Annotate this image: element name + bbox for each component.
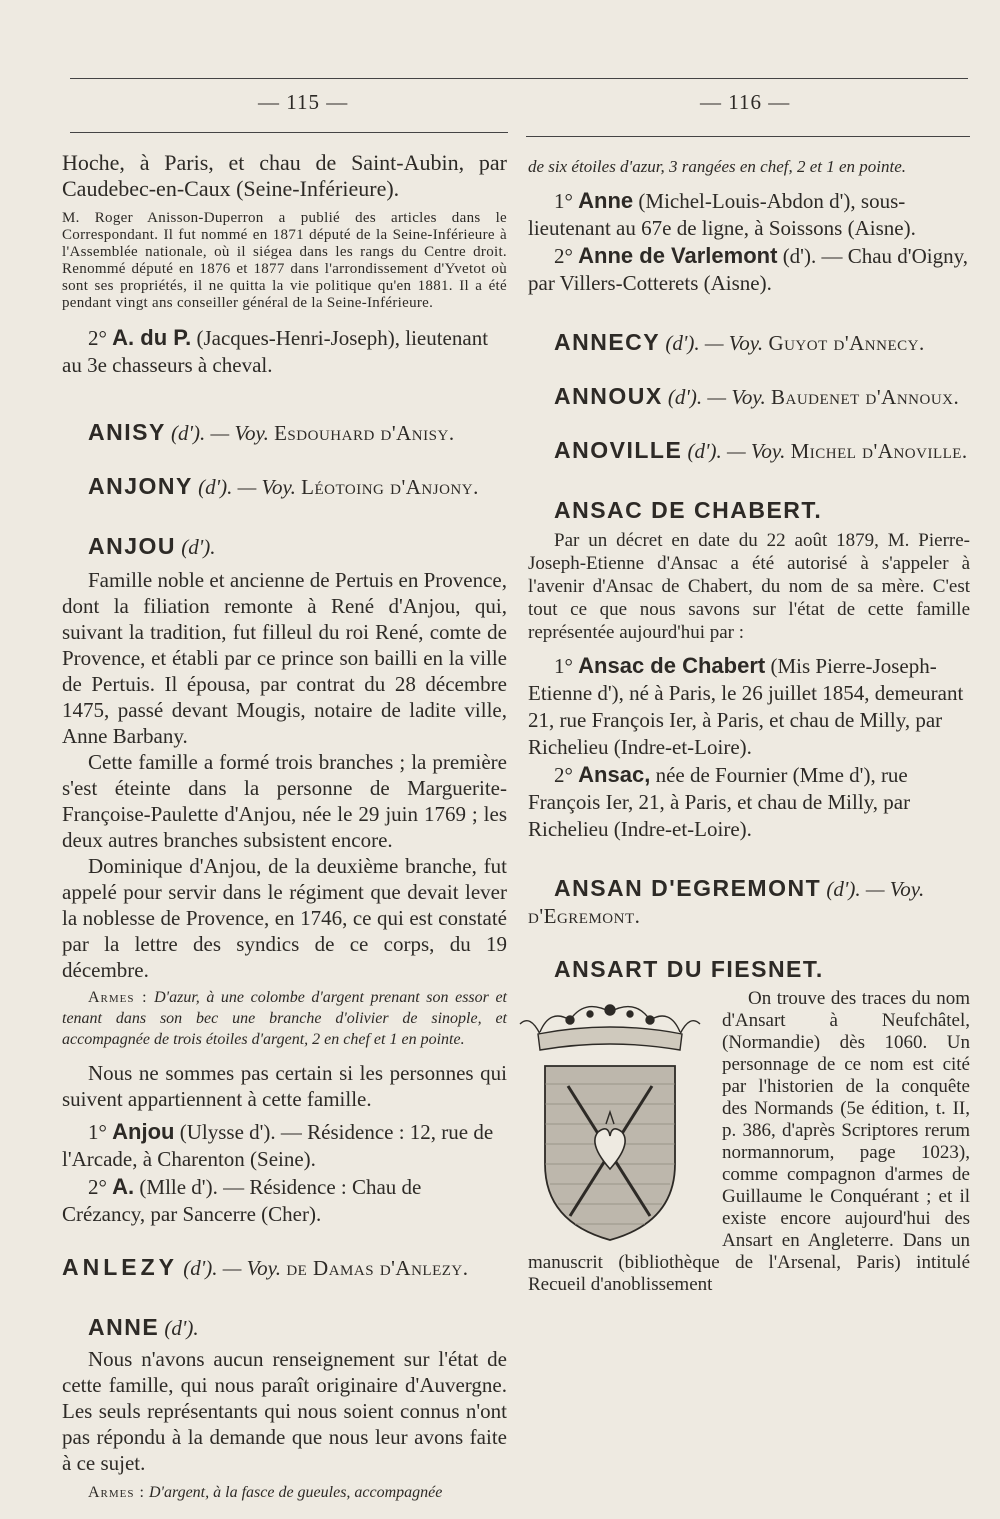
- ansan-ref: d'Egremont.: [528, 904, 641, 928]
- member-details: (Michel-Louis-Abdon d'), sous-lieutenant au 67e de ligne, à Soissons (Aisne).: [528, 189, 916, 240]
- member-name: A.: [112, 1174, 135, 1199]
- anne-member-2: [528, 242, 970, 297]
- annecy-ref: Guyot d'Annecy.: [768, 331, 925, 355]
- annoux-entry: [528, 383, 970, 411]
- member-name: Ansac de Chabert: [578, 653, 766, 678]
- left-header-rule: [70, 132, 508, 133]
- anjou-suffix: (d').: [181, 535, 216, 559]
- ansac-entry: [528, 497, 970, 525]
- anne-member-1: [528, 187, 970, 242]
- anne-arms-continued: de six étoiles d'azur, 3 rangées en chef, 2 et 1 en pointe.: [528, 157, 907, 176]
- ansart-heading: ANSART DU FIESNET.: [554, 956, 824, 982]
- annecy-entry: [528, 329, 970, 357]
- anisson-note: M. Roger Anisson-Duperron a publié des articles dans le Correspondant. Il fut nommé en 1871 député de la Seine-Inférieure à l'Assemblée nationale, où il siégea dans les rangs du Centre droit. Renommé député en 1876 et 1877 dans l'arrondissement d'Yvetot où sont ses propriétés, il ne quitta la vie politique qu'en 1881. Il a été pendant vingt ans conseiller général de la Seine-Inférieure.: [62, 210, 507, 311]
- anisy-ref: Esdouhard d'Anisy.: [274, 421, 455, 445]
- entry-name: A. du P.: [112, 325, 192, 350]
- anne-heading: ANNE: [88, 1314, 160, 1340]
- ansac-heading: ANSAC DE CHABERT.: [554, 497, 823, 523]
- member-details: (d'). — Chau d'Oigny, par Villers-Cotterets (Aisne).: [528, 244, 968, 295]
- entry-number: 2°: [88, 326, 107, 350]
- ansan-entry: [528, 875, 970, 930]
- shield-icon: [545, 1066, 675, 1240]
- member-name: Anne de Varlemont: [578, 243, 778, 268]
- ansart-para-1: On trouve des traces du nom d'Ansart à Neufchâtel, (Normandie) dès 1060. Un personnage de ce nom est cité par l'historien de la conquête des Normands (5e édition, t. II, p. 386, d'après Scriptores rerum normannorum, page 1023), comme compagnon d'armes de Guillaume le Conquérant ; et il existe encore aujourd'hui des Ansart en Angleterre. Dans un manuscrit (bibliothèque de l'Arsenal, Paris) intitulé Recueil d'anoblissement: [528, 988, 970, 1295]
- ansart-entry: [528, 956, 970, 984]
- anjou-member-2: [62, 1173, 507, 1228]
- left-page-number: — 115 —: [258, 90, 349, 114]
- right-header-rule: [526, 136, 970, 137]
- right-page-number: — 116 —: [700, 90, 791, 114]
- anjony-voy: (d'). — Voy.: [198, 475, 296, 499]
- anjou-entry: [62, 533, 507, 561]
- anjony-ref: Léotoing d'Anjony.: [301, 475, 479, 499]
- anoville-ref: Michel d'Anoville.: [790, 439, 968, 463]
- anjou-para-2: Cette famille a formé trois branches ; la première s'est éteinte dans la personne de Marguerite-Françoise-Paulette d'Anjou, née le 29 juin 1769 ; les deux autres branches subsistent encore.: [62, 750, 507, 852]
- anjony-heading: ANJONY: [88, 473, 193, 499]
- anoville-voy: (d'). — Voy.: [687, 439, 786, 463]
- hoche-paragraph: Hoche, à Paris, et chau de Saint-Aubin, par Caudebec-en-Caux (Seine-Inférieure).: [62, 150, 507, 201]
- ansart-section: [528, 988, 970, 1296]
- annoux-heading: ANNOUX: [554, 383, 663, 409]
- anisy-voy: (d'). — Voy.: [171, 421, 269, 445]
- member-number: 2°: [554, 244, 573, 268]
- anjou-member-1: [62, 1118, 507, 1173]
- anne-arms: [62, 1482, 507, 1503]
- anjou-arms: [62, 987, 507, 1050]
- member-name: Anne: [578, 188, 634, 213]
- annecy-heading: ANNECY: [554, 329, 661, 355]
- member-name: Ansac,: [578, 762, 651, 787]
- arms-label: Armes :: [88, 989, 148, 1006]
- anlezy-voy: (d'). — Voy.: [183, 1256, 282, 1280]
- member-name: Anjou: [112, 1119, 175, 1144]
- anjou-para-1: Famille noble et ancienne de Pertuis en Provence, dont la filiation remonte à René d'Anjou, qui, suivant la tradition, fut filleul du roi René, comte de Provence, et établi par ce prince son bailli en la ville de Pertuis. Il épousa, par contrat du 28 décembre 1475, passé devant Mougis, notaire de ladite ville, Anne Barbany.: [62, 568, 507, 748]
- anisy-heading: ANISY: [88, 419, 166, 445]
- member-number: 2°: [88, 1175, 107, 1199]
- anjony-entry: [62, 473, 507, 501]
- annoux-voy: (d'). — Voy.: [667, 385, 766, 409]
- anisy-entry: [62, 419, 507, 447]
- crown-icon: [520, 1005, 700, 1050]
- annoux-ref: Baudenet d'Annoux.: [770, 385, 960, 409]
- anne-entry: [62, 1314, 507, 1342]
- entry-a-du-p: [62, 324, 507, 379]
- arms-text: D'azur, à une colombe d'argent prenant son essor et tenant dans son bec une branche d'olivier de sinople, et accompagnée de trois étoiles d'argent, 2 en chef et 1 en pointe.: [62, 989, 507, 1048]
- anjou-para-4: Nous ne sommes pas certain si les personnes qui suivent appartiennent à cette famille.: [62, 1061, 507, 1111]
- ansac-member-1: [528, 652, 970, 761]
- annecy-voy: (d'). — Voy.: [665, 331, 764, 355]
- ansac-member-2: [528, 761, 970, 843]
- member-details: (Mis Pierre-Joseph-Etienne d'), né à Paris, le 26 juillet 1854, demeurant 21, rue François Ier, à Paris, et chau de Milly, par Richelieu (Indre-et-Loire).: [528, 654, 964, 759]
- anlezy-ref: de Damas d'Anlezy.: [286, 1256, 469, 1280]
- member-number: 1°: [554, 189, 573, 213]
- member-number: 2°: [554, 763, 573, 787]
- member-details: née de Fournier (Mme d'), rue François Ier, 21, à Paris, et chau de Milly, par Richelieu (Indre-et-Loire).: [528, 763, 911, 841]
- anlezy-entry: [62, 1254, 507, 1282]
- right-column: [528, 150, 970, 1296]
- member-number: 1°: [554, 654, 573, 678]
- anne-para-1: Nous n'avons aucun renseignement sur l'état de cette famille, qui nous paraît originaire d'Auvergne. Les seuls représentants qui nous soient connus n'ont pas répondu à la demande que nous leur avons faite à ce sujet.: [62, 1347, 507, 1475]
- anoville-heading: ANOVILLE: [554, 437, 683, 463]
- arms-label: Armes :: [88, 1484, 145, 1501]
- anne-suffix: (d').: [164, 1316, 199, 1340]
- left-column: [62, 150, 507, 1503]
- coat-of-arms-icon: [510, 994, 710, 1244]
- member-details: (Ulysse d'). — Résidence : 12, rue de l'Arcade, à Charenton (Seine).: [62, 1120, 494, 1171]
- ansan-voy: (d'). — Voy.: [826, 877, 925, 901]
- top-rule: [70, 78, 968, 79]
- anoville-entry: [528, 437, 970, 465]
- anjou-para-3: Dominique d'Anjou, de la deuxième branche, fut appelé pour servir dans le régiment que devait lever la noblesse de Provence, en 1746, ce qui est constaté par la lettre des syndics de ce corps, du 19 décembre.: [62, 854, 507, 982]
- anlezy-heading: ANLEZY: [62, 1254, 178, 1280]
- member-details: (Mlle d'). — Résidence : Chau de Crézancy, par Sancerre (Cher).: [62, 1175, 422, 1226]
- anjou-heading: ANJOU: [88, 533, 177, 559]
- ansac-para-1: Par un décret en date du 22 août 1879, M. Pierre-Joseph-Etienne d'Ansac a été autorisé à s'appeler à l'avenir d'Ansac de Chabert, du nom de sa mère. C'est tout ce que nous savons sur l'état de cette famille représentée aujourd'hui par :: [528, 530, 970, 643]
- entry-details: (Jacques-Henri-Joseph), lieutenant au 3e chasseurs à cheval.: [62, 326, 489, 377]
- member-number: 1°: [88, 1120, 107, 1144]
- ansan-heading: ANSAN D'EGREMONT: [554, 875, 822, 901]
- arms-text: D'argent, à la fasce de gueules, accompagnée: [148, 1484, 443, 1501]
